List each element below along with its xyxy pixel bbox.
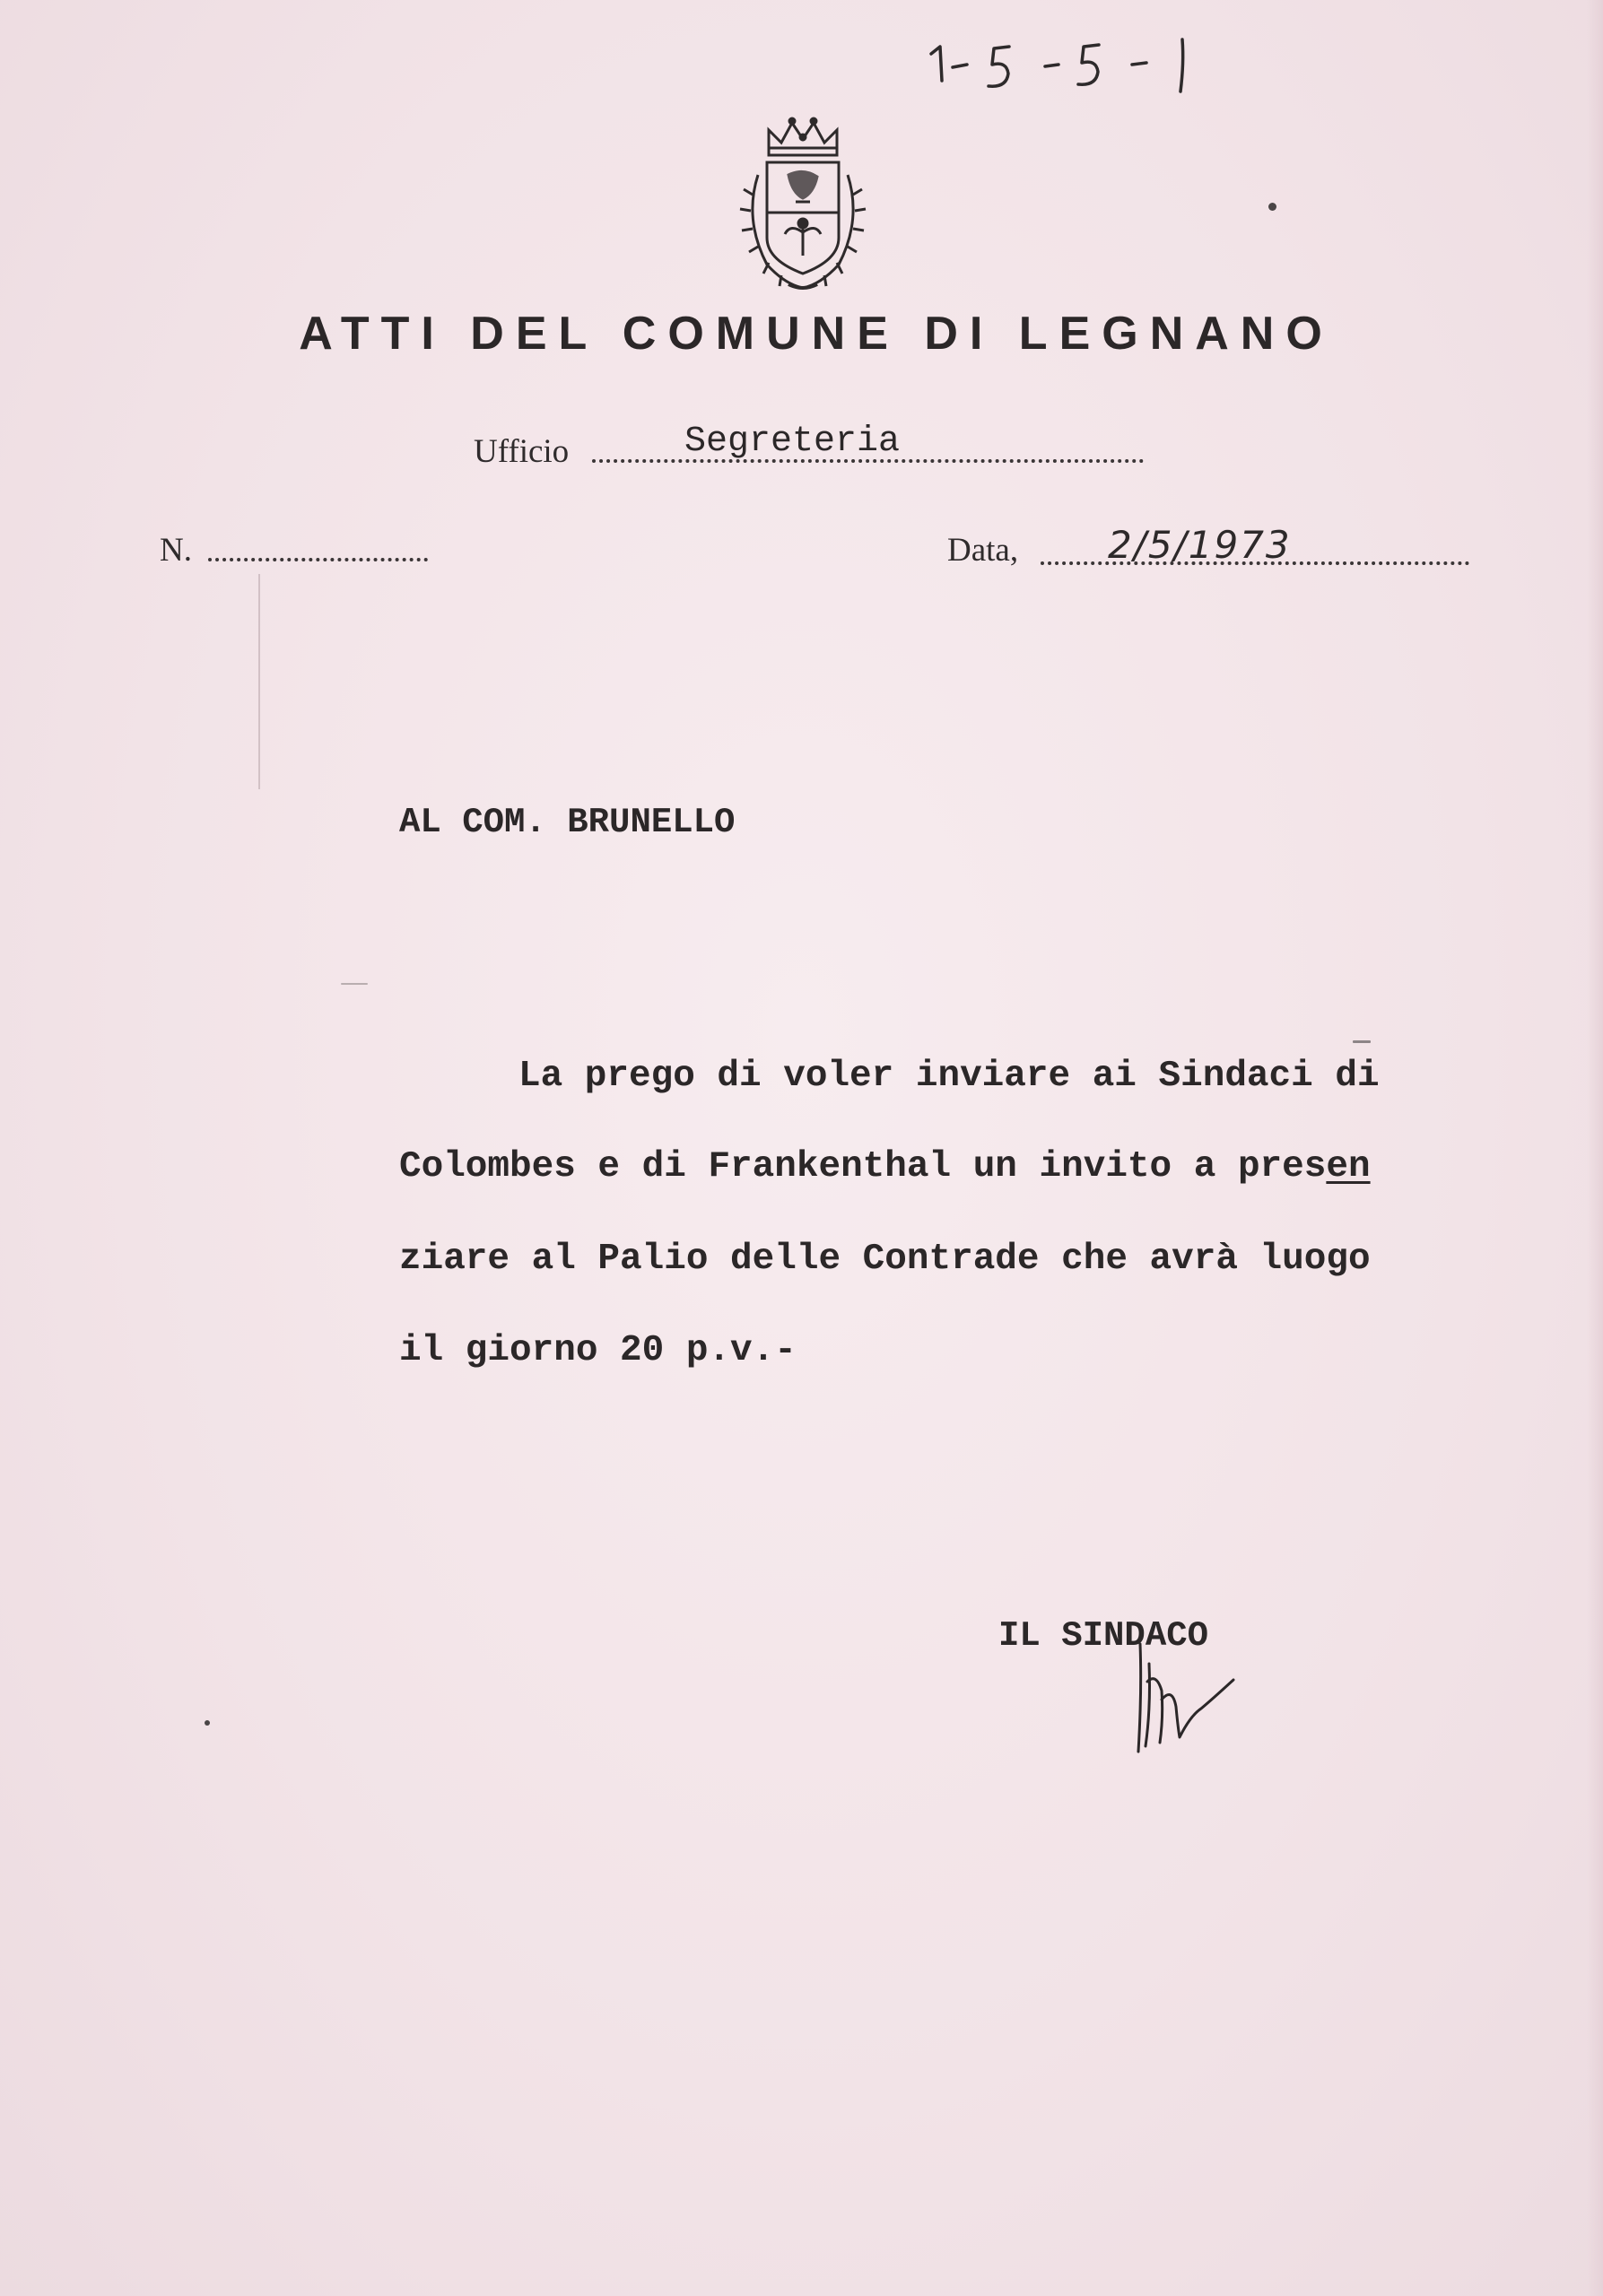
document-header-title: ATTI DEL COMUNE DI LEGNANO [299,308,1334,360]
hyphenation-underline: en [1326,1146,1371,1187]
ufficio-value: Segreteria [684,422,901,462]
paper-speck [341,983,368,985]
numero-label: N. [160,532,192,569]
letter-body-line-2-text: Colombes e di Frankenthal un invito a presen [399,1146,1371,1187]
paper-speck [1268,203,1276,211]
paper-fold-mark [258,574,260,789]
municipal-coat-of-arms-icon [731,112,875,296]
data-value: 2/5/1973 [1108,523,1292,567]
paper-speck [1353,1040,1371,1043]
letter-body-line-3: ziare al Palio delle Contrade che avrà luogo [399,1239,1371,1280]
ufficio-label: Ufficio [474,433,570,470]
numero-dotted-line [208,558,428,561]
letter-body-line-4: il giorno 20 p.v.- [399,1330,797,1371]
handwritten-signature-icon [1126,1637,1247,1758]
letter-recipient: AL COM. BRUNELLO [399,803,736,842]
letter-body-line-1: La prego di voler inviare ai Sindaci di [518,1056,1380,1097]
letter-body-line-2 [399,1146,1371,1187]
archive-reference-handwriting [924,27,1229,99]
paper-speck [205,1720,210,1726]
data-label: Data, [947,532,1019,569]
signatory-title: IL SINDACO [998,1616,1209,1656]
